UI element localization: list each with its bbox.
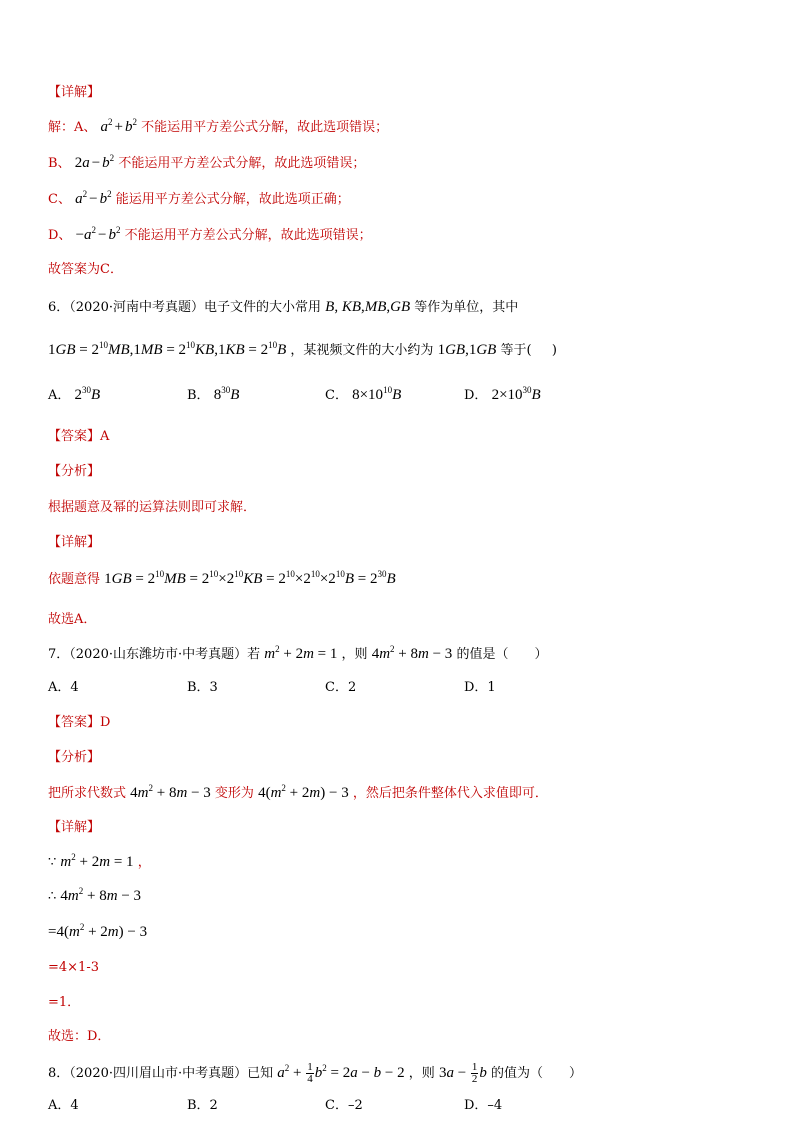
q6-relations-expr: $1GB = 2^{10}MB,1MB = 2^{10}KB,1KB = 2^{10}B$ <box>48 340 287 358</box>
q7-target-expr: $4m^2 + 8m - 3$ <box>371 644 453 662</box>
q7-analysis-label: 【分析】 <box>48 750 101 765</box>
q7-option-a: A．4 <box>48 680 79 695</box>
q5-conclusion: 故答案为C． <box>48 262 123 277</box>
q5-d-expr: $-a^2 - b^2$ <box>75 225 121 243</box>
q8-stem: 8．（2020·四川眉山市·中考真题）已知 $a^2$ + $\frac{1}{4}$ $b^2 = 2a - b - 2$ ，则 3a − $\frac{1}{2}$ b 的值为（ ） <box>48 1061 583 1085</box>
q5-c-expr: $a^2 - b^2$ <box>75 189 112 207</box>
q5-option-a-line: 解：A、 $a^2 + b^2$ 不能运用平方差公式分解，故此选项错误； <box>48 117 389 135</box>
q7-conclusion: 故选：D． <box>48 1029 111 1044</box>
q6-size-expr: 1GB,1GB <box>437 342 497 358</box>
q7-analysis-line: 把所求代数式 $4m^2 + 8m - 3$ 变形为 $4(m^2 + 2m) - 3$ ，然后把条件整体代入求值即可． <box>48 783 548 801</box>
q7-stem: 7．（2020·山东潍坊市·中考真题）若 $m^2 + 2m = 1$ ，则 $4m^2 + 8m - 3$ 的值是（ ） <box>48 644 548 662</box>
q7-therefore-line: ∴ $4m^2 + 8m - 3$ <box>48 886 142 904</box>
q6-analysis-text: 根据题意及幂的运算法则即可求解． <box>48 500 257 515</box>
q6-conclusion: 故选A． <box>48 612 97 627</box>
q5-option-b-line: B、 $2a - b^2$ 不能运用平方差公式分解，故此选项错误； <box>48 153 366 171</box>
q7-step2-line: $=4(m^2 + 2m) - 3$ <box>48 922 148 940</box>
q6-option-c: C． $8\times 10^{10}B$ <box>325 385 402 403</box>
q5-b-expr: $2a - b^2$ <box>74 153 115 171</box>
q6-detail-label: 【详解】 <box>48 535 101 550</box>
q7-condition-expr: $m^2 + 2m = 1$ <box>264 644 338 662</box>
q7-option-d: D．1 <box>464 680 496 695</box>
q5-detail-label: 【详解】 <box>48 85 101 100</box>
q7-because-line: ∵ $m^2 + 2m = 1$ ， <box>48 852 151 870</box>
q6-detail-expr: $1GB = 2^{10}MB = 2^{10}\times 2^{10}KB = 2^{10}\times 2^{10}\times 2^{10}B = 2^{30}B$ <box>104 569 396 587</box>
q8-option-b: B．2 <box>187 1098 218 1113</box>
q8-option-c: C．–2 <box>325 1098 363 1113</box>
q8-target-expr: 3a − $\frac{1}{2}$ b <box>438 1061 487 1085</box>
q6-stem-line1: 6．（2020·河南中考真题）电子文件的大小常用 B, KB,MB,GB 等作为单位，其中 <box>48 299 519 315</box>
q5-option-c-line: C、 $a^2 - b^2$ 能运用平方差公式分解，故此选项正确； <box>48 189 350 207</box>
q7-detail-label: 【详解】 <box>48 820 101 835</box>
q7-step4-line: =1． <box>48 995 81 1010</box>
q8-condition-expr: $a^2$ + $\frac{1}{4}$ $b^2 = 2a - b - 2$ <box>277 1061 405 1085</box>
q7-step3-line: =4×1-3 <box>48 960 99 975</box>
q6-analysis-label: 【分析】 <box>48 464 101 479</box>
q6-units-expr: B, KB,MB,GB <box>325 299 411 315</box>
q6-stem-line2: $1GB = 2^{10}MB,1MB = 2^{10}KB,1KB = 2^{10}B$ ，某视频文件的大小约为 1GB,1GB 等于( ) <box>48 340 557 358</box>
q6-detail-line: 依题意得 $1GB = 2^{10}MB = 2^{10}\times 2^{10}KB = 2^{10}\times 2^{10}\times 2^{10}B = 2^{30}B$ <box>48 569 396 587</box>
q8-option-a: A．4 <box>48 1098 79 1113</box>
q5-option-d-line: D、 $-a^2 - b^2$ 不能运用平方差公式分解，故此选项错误； <box>48 225 372 243</box>
q6-option-a: A． $2^{30}B$ <box>48 385 101 403</box>
q8-option-d: D．–4 <box>464 1098 503 1113</box>
q7-option-c: C．2 <box>325 680 357 695</box>
q6-answer: 【答案】A <box>48 429 110 444</box>
q6-option-d: D． $2\times 10^{30}B$ <box>464 385 541 403</box>
q7-option-b: B．3 <box>187 680 218 695</box>
q6-option-b: B． $8^{30}B$ <box>187 385 240 403</box>
q5-a-expr: $a^2 + b^2$ <box>100 117 137 135</box>
q7-answer: 【答案】D <box>48 715 111 730</box>
